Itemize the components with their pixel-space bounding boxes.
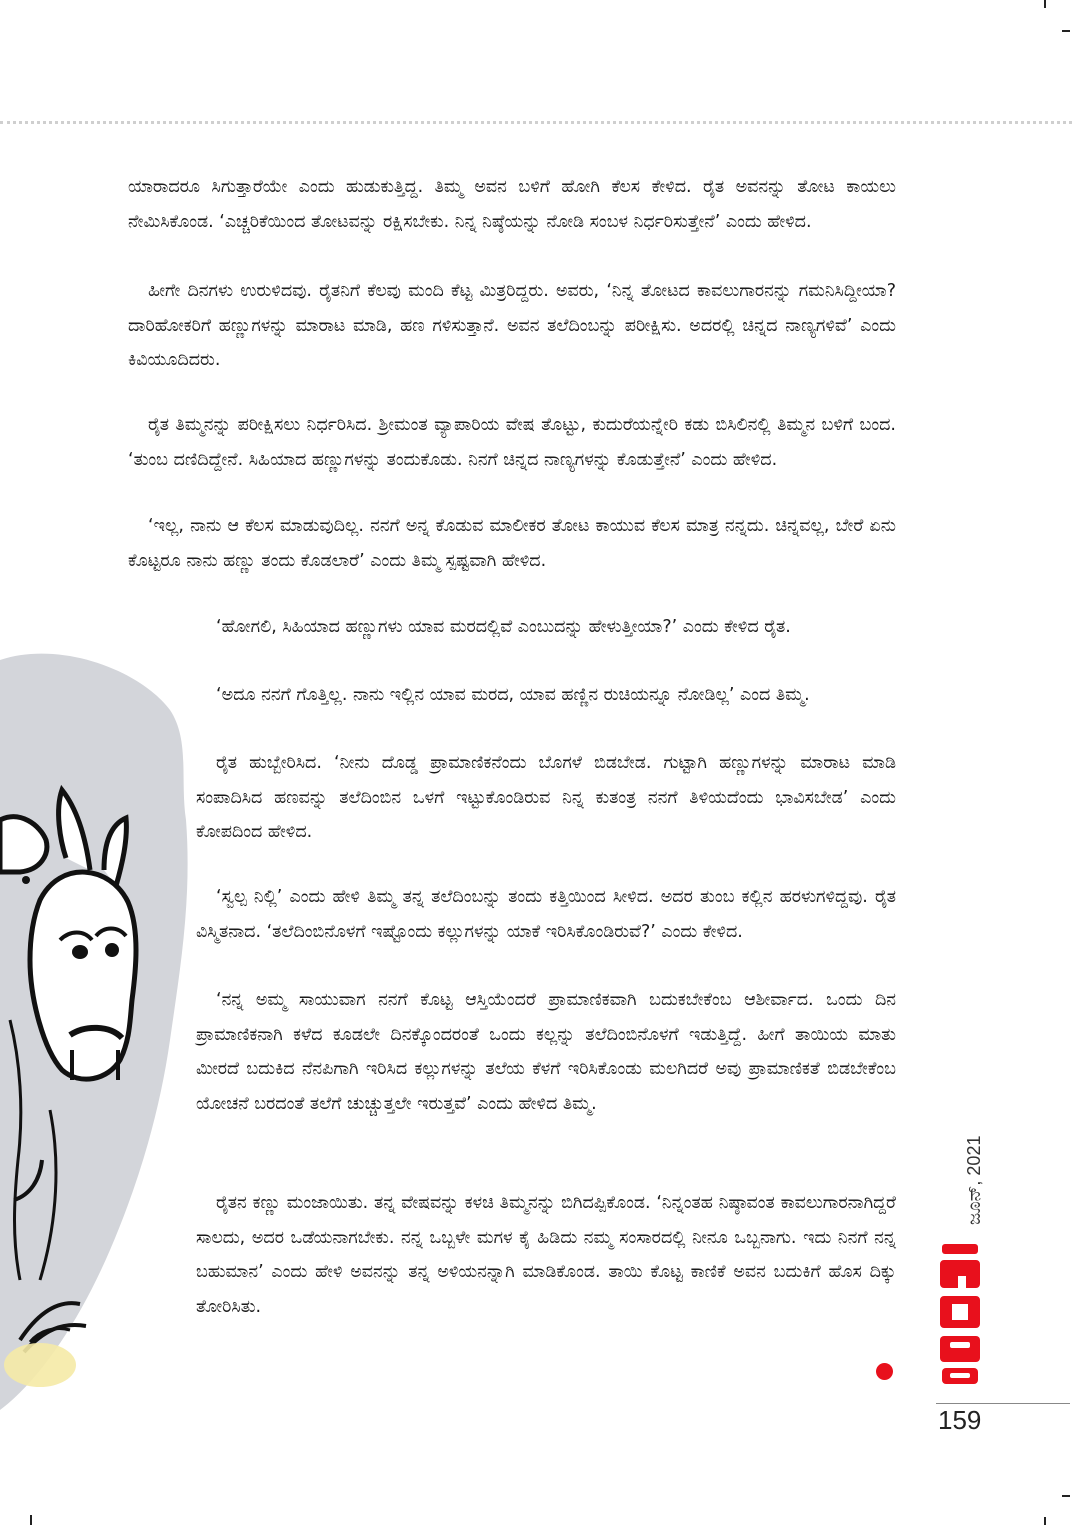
header-dotted-rule: [0, 121, 1072, 124]
paragraph-8: ‘ಸ್ವಲ್ಪ ನಿಲ್ಲಿ’ ಎಂದು ಹೇಳಿ ತಿಮ್ಮ ತನ್ನ ತಲೆದಿಂಬನ್ನು ತಂದು ಕತ್ತಿಯಿಂದ ಸೀಳಿದ. ಅದರ ತುಂಬ ಕಲ್ಲಿನ ಹರಳುಗಳಿದ್ದವು. ರೈತ ವಿಸ್ಮಿತನಾದ. ‘ತಲೆದಿಂಬಿನೊಳಗೆ ಇಷ್ಟೊಂದು ಕಲ್ಲುಗಳನ್ನು ಯಾಕೆ ಇರಿಸಿಕೊಂಡಿರುವೆ?’ ಎಂದು ಕೇಳಿದ.: [196, 887, 896, 942]
paragraph-5: ‘ಹೋಗಲಿ, ಸಿಹಿಯಾದ ಹಣ್ಣುಗಳು ಯಾವ ಮರದಲ್ಲಿವೆ ಎಂಬುದನ್ನು ಹೇಳುತ್ತೀಯಾ?’ ಎಂದು ಕೇಳಿದ ರೈತ.: [216, 617, 791, 637]
paragraph-4: ‘ಇಲ್ಲ, ನಾನು ಆ ಕೆಲಸ ಮಾಡುವುದಿಲ್ಲ. ನನಗೆ ಅನ್ನ ಕೊಡುವ ಮಾಲೀಕರ ತೋಟ ಕಾಯುವ ಕೆಲಸ ಮಾತ್ರ ನನ್ನದು. ಚಿನ್ನವಲ್ಲ, ಬೇರೆ ಏನು ಕೊಟ್ಟರೂ ನಾನು ಹಣ್ಣು ತಂದು ಕೊಡಲಾರೆ’ ಎಂದು ತಿಮ್ಮ ಸ್ಪಷ್ಟವಾಗಿ ಹೇಳಿದ.: [128, 516, 896, 571]
crop-mark-top-right: [1044, 0, 1046, 8]
crop-mark-bottom-right-h: [1062, 1495, 1070, 1497]
end-mark-dot: [876, 1363, 893, 1380]
page-number: 159: [938, 1405, 982, 1435]
paragraph-6: ‘ಅದೂ ನನಗೆ ಗೊತ್ತಿಲ್ಲ. ನಾನು ಇಲ್ಲಿನ ಯಾವ ಮರದ, ಯಾವ ಹಣ್ಣಿನ ರುಚಿಯನ್ನೂ ನೋಡಿಲ್ಲ’ ಎಂದ ತಿಮ್ಮ.: [216, 685, 810, 705]
crop-mark-top-right-h: [1062, 30, 1070, 32]
paragraph-3: ರೈತ ತಿಮ್ಮನನ್ನು ಪರೀಕ್ಷಿಸಲು ನಿರ್ಧರಿಸಿದ. ಶ್ರೀಮಂತ ವ್ಯಾಪಾರಿಯ ವೇಷ ತೊಟ್ಟು, ಕುದುರೆಯನ್ನೇರಿ ಕಡು ಬಿಸಿಲಿನಲ್ಲಿ ತಿಮ್ಮನ ಬಳಿಗೆ ಬಂದ. ‘ತುಂಬ ದಣಿದಿದ್ದೇನೆ. ಸಿಹಿಯಾದ ಹಣ್ಣುಗಳನ್ನು ತಂದುಕೊಡು. ನಿನಗೆ ಚಿನ್ನದ ನಾಣ್ಯಗಳನ್ನು ಕೊಡುತ್ತೇನೆ’ ಎಂದು ಹೇಳಿದ.: [128, 415, 896, 470]
paragraph-7: ರೈತ ಹುಬ್ಬೇರಿಸಿದ. ‘ನೀನು ದೊಡ್ಡ ಪ್ರಾಮಾಣಿಕನೆಂದು ಬೊಗಳೆ ಬಿಡಬೇಡ. ಗುಟ್ಟಾಗಿ ಹಣ್ಣುಗಳನ್ನು ಮಾರಾಟ ಮಾಡಿ ಸಂಪಾದಿಸಿದ ಹಣವನ್ನು ತಲೆದಿಂಬಿನ ಒಳಗೆ ಇಟ್ಟುಕೊಂಡಿರುವ ನಿನ್ನ ಕುತಂತ್ರ ನನಗೆ ತಿಳಿಯದೆಂದು ಭಾವಿಸಬೇಡ’ ಎಂದು ಕೋಪದಿಂದ ಹೇಳಿದ.: [196, 753, 896, 842]
paragraph-10: ರೈತನ ಕಣ್ಣು ಮಂಜಾಯಿತು. ತನ್ನ ವೇಷವನ್ನು ಕಳಚಿ ತಿಮ್ಮನನ್ನು ಬಿಗಿದಪ್ಪಿಕೊಂಡ. ‘ನಿನ್ನಂತಹ ನಿಷ್ಠಾವಂತ ಕಾವಲುಗಾರನಾಗಿದ್ದರೆ ಸಾಲದು, ಅದರ ಒಡೆಯನಾಗಬೇಕು. ನನ್ನ ಒಬ್ಬಳೇ ಮಗಳ ಕೈ ಹಿಡಿದು ನಮ್ಮ ಸಂಸಾರದಲ್ಲಿ ನೀನೂ ಒಬ್ಬನಾಗು. ಇದು ನಿನಗೆ ನನ್ನ ಬಹುಮಾನ’ ಎಂದು ಹೇಳಿ ಅವನನ್ನು ತನ್ನ ಅಳಿಯನನ್ನಾಗಿ ಮಾಡಿಕೊಂಡ. ತಾಯಿ ಕೊಟ್ಟ ಕಾಣಿಕೆ ಅವನ ಬದುಕಿಗೆ ಹೊಸ ದಿಕ್ಕು ತೋರಿಸಿತು.: [196, 1193, 896, 1317]
magazine-logo: [938, 1240, 982, 1390]
paragraph-1: ಯಾರಾದರೂ ಸಿಗುತ್ತಾರೆಯೇ ಎಂದು ಹುಡುಕುತ್ತಿದ್ದ. ತಿಮ್ಮ ಅವನ ಬಳಿಗೆ ಹೋಗಿ ಕೆಲಸ ಕೇಳಿದ. ರೈತ ಅವನನ್ನು ತೋಟ ಕಾಯಲು ನೇಮಿಸಿಕೊಂಡ. ‘ಎಚ್ಚರಿಕೆಯಿಂದ ತೋಟವನ್ನು ರಕ್ಷಿಸಬೇಕು. ನಿನ್ನ ನಿಷ್ಠೆಯನ್ನು ನೋಡಿ ಸಂಬಳ ನಿರ್ಧರಿಸುತ್ತೇನೆ’ ಎಂದು ಹೇಳಿದ.: [128, 177, 896, 232]
paragraph-2: ಹೀಗೇ ದಿನಗಳು ಉರುಳಿದವು. ರೈತನಿಗೆ ಕೆಲವು ಮಂದಿ ಕೆಟ್ಟ ಮಿತ್ರರಿದ್ದರು. ಅವರು, ‘ನಿನ್ನ ತೋಟದ ಕಾವಲುಗಾರನನ್ನು ಗಮನಿಸಿದ್ದೀಯಾ? ದಾರಿಹೋಕರಿಗೆ ಹಣ್ಣುಗಳನ್ನು ಮಾರಾಟ ಮಾಡಿ, ಹಣ ಗಳಿಸುತ್ತಾನೆ. ಅವನ ತಲೆದಿಂಬನ್ನು ಪರೀಕ್ಷಿಸು. ಅದರಲ್ಲಿ ಚಿನ್ನದ ನಾಣ್ಯಗಳಿವೆ’ ಎಂದು ಕಿವಿಯೂದಿದರು.: [128, 281, 896, 370]
paragraph-9: ‘ನನ್ನ ಅಮ್ಮ ಸಾಯುವಾಗ ನನಗೆ ಕೊಟ್ಟ ಆಸ್ತಿಯೆಂದರೆ ಪ್ರಾಮಾಣಿಕವಾಗಿ ಬದುಕಬೇಕೆಂಬ ಆಶೀರ್ವಾದ. ಒಂದು ದಿನ ಪ್ರಾಮಾಣಿಕನಾಗಿ ಕಳೆದ ಕೂಡಲೇ ದಿನಕ್ಕೊಂದರಂತೆ ಒಂದು ಕಲ್ಲನ್ನು ತಲೆದಿಂಬಿನೊಳಗೆ ಇಡುತ್ತಿದ್ದೆ. ಹೀಗೆ ತಾಯಿಯ ಮಾತು ಮೀರದೆ ಬದುಕಿದ ನೆನಪಿಗಾಗಿ ಇರಿಸಿದ ಕಲ್ಲುಗಳನ್ನು ತಲೆಯ ಕೆಳಗೆ ಇರಿಸಿಕೊಂಡು ಮಲಗಿದರೆ ಅವು ಪ್ರಾಮಾಣಿಕತೆ ಬಿಡಬೇಕೆಂಬ ಯೋಚನೆ ಬರದಂತೆ ತಲೆಗೆ ಚುಚ್ಚುತ್ತಲೇ ಇರುತ್ತವೆ’ ಎಂದು ಹೇಳಿದ ತಿಮ್ಮ.: [196, 990, 896, 1114]
page-number-rule: [936, 1403, 1070, 1404]
horse-illustration: [0, 640, 200, 1430]
issue-date: ಜೂನ್, 2021: [964, 1135, 984, 1225]
crop-mark-bottom-right: [1044, 1517, 1046, 1525]
crop-mark-bottom-left: [30, 1515, 32, 1525]
